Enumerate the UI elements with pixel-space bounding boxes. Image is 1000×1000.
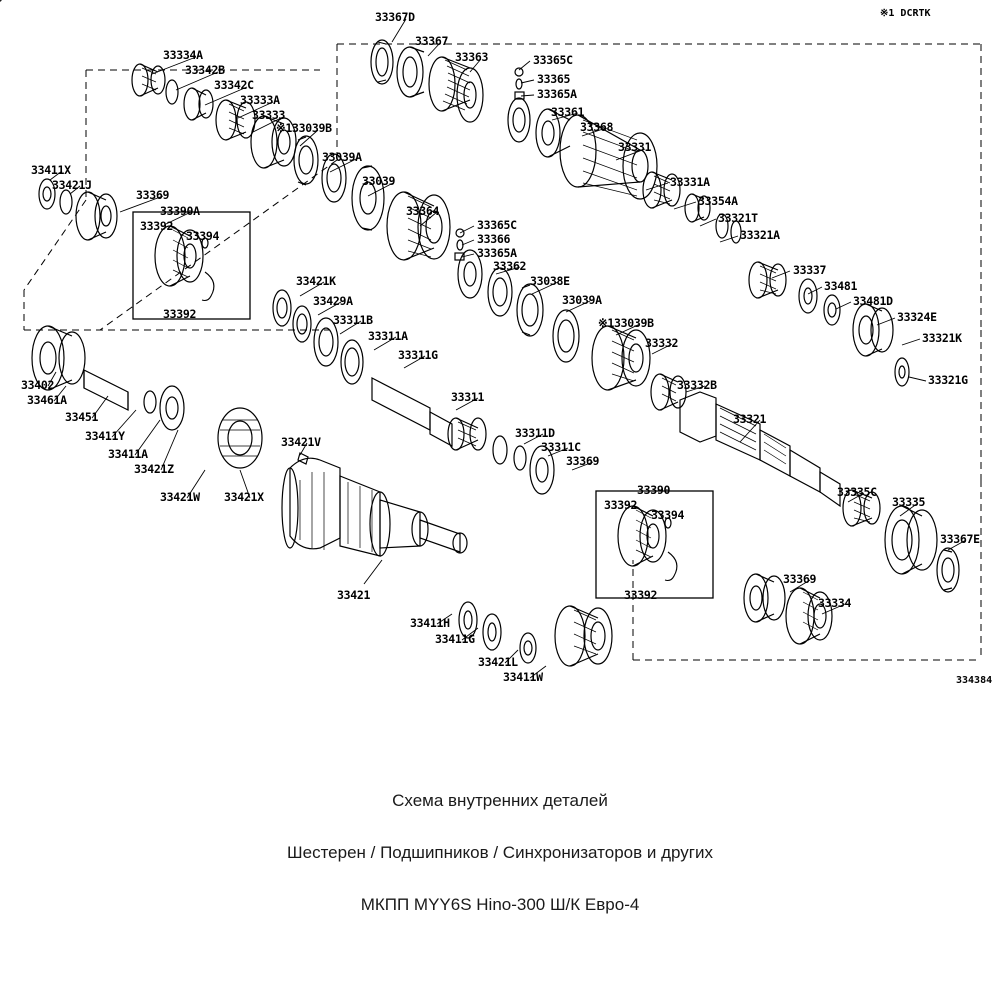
part-label: ※133039B bbox=[598, 316, 654, 330]
part-label: 33321K bbox=[922, 331, 962, 345]
part-label: 33039A bbox=[322, 150, 362, 164]
part-label: 33411A bbox=[108, 447, 148, 461]
part-label: 33394 bbox=[186, 229, 220, 243]
part-label: 33321A bbox=[740, 228, 780, 242]
part-label: 33411H bbox=[410, 616, 450, 630]
part-label: 33311 bbox=[451, 390, 485, 404]
part-label: 33361 bbox=[551, 105, 585, 119]
part-label: 33392 bbox=[163, 307, 197, 321]
part-label: 33368 bbox=[580, 120, 614, 134]
part-label: 33481 bbox=[824, 279, 858, 293]
part-label: 33335C bbox=[837, 485, 877, 499]
part-label: 33342C bbox=[214, 78, 254, 92]
part-label: ※133039B bbox=[276, 121, 332, 135]
part-label: 33321 bbox=[733, 412, 767, 426]
part-label: 33392 bbox=[624, 588, 658, 602]
part-label: 33451 bbox=[65, 410, 99, 424]
part-label: 33364 bbox=[406, 204, 440, 218]
part-label: 33390 bbox=[637, 483, 671, 497]
part-label: 33331 bbox=[618, 140, 652, 154]
part-label: 33311A bbox=[368, 329, 408, 343]
part-label: 33363 bbox=[455, 50, 489, 64]
part-label: 33362 bbox=[493, 259, 527, 273]
part-label: 33321T bbox=[718, 211, 758, 225]
part-label: 33461A bbox=[27, 393, 67, 407]
part-label: 33367E bbox=[940, 532, 980, 546]
part-label: 33421Z bbox=[134, 462, 174, 476]
part-label: 33369 bbox=[566, 454, 600, 468]
part-label: 33394 bbox=[651, 508, 685, 522]
part-label: 33311B bbox=[333, 313, 373, 327]
part-label: 33369 bbox=[136, 188, 170, 202]
part-label: 33411X bbox=[31, 163, 71, 177]
part-label: 33421L bbox=[478, 655, 518, 669]
part-label: 33421X bbox=[224, 490, 264, 504]
part-label: 33342B bbox=[185, 63, 225, 77]
caption-line-2: Шестерен / Подшипников / Синхронизаторов и других bbox=[287, 843, 713, 863]
part-label: 33332 bbox=[645, 336, 679, 350]
part-label: 33421V bbox=[281, 435, 321, 449]
part-label: 33039 bbox=[362, 174, 396, 188]
part-label: 33333A bbox=[240, 93, 280, 107]
part-label: 33365 bbox=[537, 72, 571, 86]
part-label: 33421W bbox=[160, 490, 200, 504]
part-label: 33411G bbox=[435, 632, 475, 646]
part-label: 33365C bbox=[533, 53, 573, 67]
part-label: 33321G bbox=[928, 373, 968, 387]
part-label: 33421 bbox=[337, 588, 371, 602]
part-label: 33337 bbox=[793, 263, 827, 277]
part-label: 33369 bbox=[783, 572, 817, 586]
caption-line-1: Схема внутренних деталей bbox=[392, 791, 608, 810]
part-label: 33411W bbox=[503, 670, 543, 684]
part-label: 33334 bbox=[818, 596, 852, 610]
part-label: 33429A bbox=[313, 294, 353, 308]
part-label: 33421J bbox=[52, 178, 92, 192]
part-label: 33039A bbox=[562, 293, 602, 307]
part-label: 33365A bbox=[477, 246, 517, 260]
part-label: 33402 bbox=[21, 378, 55, 392]
part-label: 33411Y bbox=[85, 429, 125, 443]
part-label: 33331A bbox=[670, 175, 710, 189]
part-label: 33333 bbox=[252, 108, 286, 122]
part-label: 33354A bbox=[698, 194, 738, 208]
part-label: 33366 bbox=[477, 232, 511, 246]
top-right-note: ※1 DCRTK bbox=[880, 8, 931, 19]
part-label: 33390A bbox=[160, 204, 200, 218]
part-label: 33421K bbox=[296, 274, 336, 288]
bottom-right-code: 334384 bbox=[956, 675, 993, 686]
part-label: 33324E bbox=[897, 310, 937, 324]
part-label: 33481D bbox=[853, 294, 893, 308]
part-label: 33365A bbox=[537, 87, 577, 101]
part-label: 33392 bbox=[140, 219, 174, 233]
part-label: 33311C bbox=[541, 440, 581, 454]
part-label: 33332B bbox=[677, 378, 717, 392]
caption-block bbox=[0, 790, 1000, 916]
part-label: 33335 bbox=[892, 495, 926, 509]
part-label: 33367 bbox=[415, 34, 449, 48]
part-label: 33038E bbox=[530, 274, 570, 288]
part-label: 33334A bbox=[163, 48, 203, 62]
part-label: 33367D bbox=[375, 10, 415, 24]
part-label: 33365C bbox=[477, 218, 517, 232]
caption-line-3: МКПП MYY6S Hino-300 Ш/К Евро-4 bbox=[360, 895, 640, 915]
part-label: 33311D bbox=[515, 426, 555, 440]
part-label: 33392 bbox=[604, 498, 638, 512]
part-label: 33311G bbox=[398, 348, 438, 362]
